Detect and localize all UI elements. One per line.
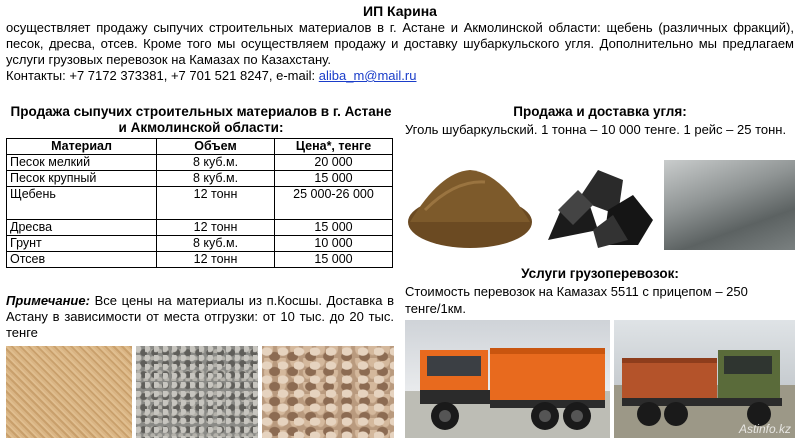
coal-powder-photo <box>405 160 535 250</box>
intro-block <box>6 20 794 84</box>
cell-volume: 12 тонн <box>157 187 275 220</box>
coal-lumps-photo <box>538 160 660 250</box>
watermark: Astinfo.kz <box>738 422 791 436</box>
crushed-stone-photo <box>262 346 394 438</box>
cell-material: Щебень <box>7 187 157 220</box>
note-text: Все цены на материалы из п.Косшы. Доставка в Астану в зависимости от места отгрузки: от 10 тыс. до 20 тыс. тенге <box>6 293 394 340</box>
note-label: Примечание: <box>6 293 90 308</box>
table-row <box>7 252 393 268</box>
email-link[interactable]: aliba_m@mail.ru <box>318 68 417 83</box>
cell-volume: 8 куб.м. <box>157 171 275 187</box>
cell-material: Песок мелкий <box>7 155 157 171</box>
col-price: Цена*, тенге <box>275 139 393 155</box>
table-row <box>7 171 393 187</box>
table-row <box>7 187 393 220</box>
cell-price: 20 000 <box>275 155 393 171</box>
trucks-heading: Услуги грузоперевозок: <box>521 266 679 281</box>
materials-heading: Продажа сыпучих строительных материалов в г. Астане и Акмолинской области: <box>10 104 392 135</box>
cell-material: Песок крупный <box>7 171 157 187</box>
sand-photo <box>6 346 132 438</box>
green-truck-photo <box>614 320 795 438</box>
coal-text: Уголь шубаркульский. 1 тонна – 10 000 тенге. 1 рейс – 25 тонн. <box>405 122 787 137</box>
table-row <box>7 155 393 171</box>
table-row <box>7 236 393 252</box>
price-table <box>6 138 393 268</box>
cell-price: 15 000 <box>275 252 393 268</box>
gravel-photo <box>136 346 258 438</box>
contacts-text: Контакты: +7 7172 373381, +7 701 521 8247, e-mail: <box>6 68 319 83</box>
orange-truck-photo <box>405 320 610 438</box>
cell-volume: 12 тонн <box>157 220 275 236</box>
cell-volume: 12 тонн <box>157 252 275 268</box>
contacts-line <box>6 68 794 84</box>
table-header-row <box>7 139 393 155</box>
cell-material: Дресва <box>7 220 157 236</box>
page-title: ИП Карина <box>363 3 437 19</box>
col-material: Материал <box>7 139 157 155</box>
coal-heading: Продажа и доставка угля: <box>513 104 687 119</box>
cell-price: 15 000 <box>275 220 393 236</box>
cell-price: 10 000 <box>275 236 393 252</box>
cell-price: 15 000 <box>275 171 393 187</box>
cell-volume: 8 куб.м. <box>157 236 275 252</box>
table-row <box>7 220 393 236</box>
note-block <box>6 293 394 341</box>
cell-material: Отсев <box>7 252 157 268</box>
coal-heap-photo <box>664 160 795 250</box>
cell-volume: 8 куб.м. <box>157 155 275 171</box>
cell-price: 25 000-26 000 <box>275 187 393 220</box>
trucks-text: Стоимость перевозок на Камазах 5511 с прицепом – 250 тенге/1км. <box>405 284 748 316</box>
col-volume: Объем <box>157 139 275 155</box>
cell-material: Грунт <box>7 236 157 252</box>
intro-text: осуществляет продажу сыпучих строительных материалов в г. Астане и Акмолинской области: щебень (различных фракций), песок, дресва, отсев. Кроме того мы осуществляем продажу и доставку шубаркульского угля. Дополнительно мы предлагаем услуги грузовых перевозок на Камазах по Казахстану. <box>6 20 794 67</box>
